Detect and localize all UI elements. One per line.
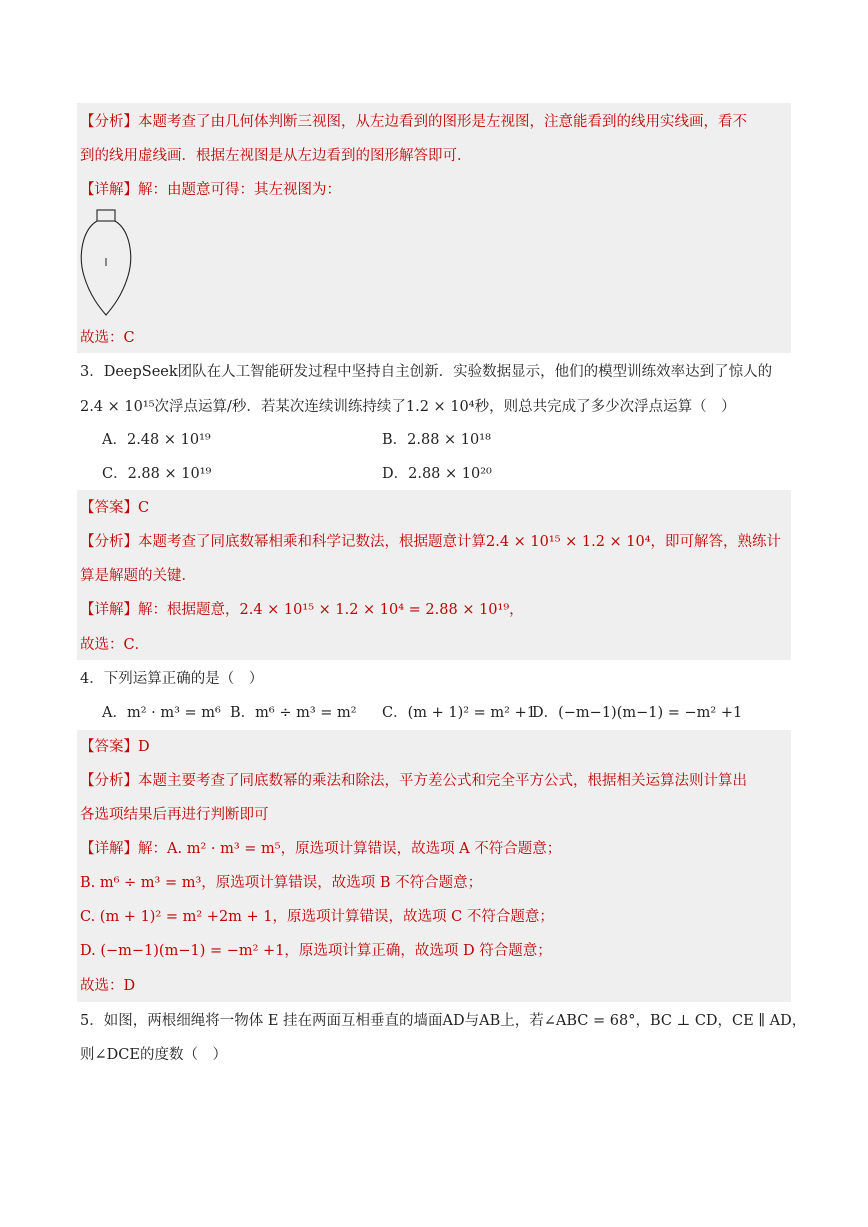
choice-text: 故选：C． [80,637,150,653]
detail-text: 【详解】解：由题意可得：其左视图为： [80,182,341,198]
option-b: B．2.88 × 10¹⁸ [382,432,491,448]
question-3-stem: 2.4 × 10¹⁵次浮点运算/秒．若某次连续训练持续了1.2 × 10⁴秒，则总共完成了多少次浮点运算（ ） [80,399,736,415]
solution-panel-q4 [77,730,791,1002]
question-3-stem: 3．DeepSeek团队在人工智能研发过程中坚持自主创新．实验数据显示，他们的模型训练效率达到了惊人的 [80,364,773,380]
answer-text: 【答案】D [80,739,150,755]
question-4-stem: 4．下列运算正确的是（ ） [80,671,264,687]
detail-text: 【详解】解：A. m² · m³ = m⁵，原选项计算错误，故选项 A 不符合题意； [80,841,562,857]
choice-text: 故选：C [80,330,135,346]
analysis-text: 到的线用虚线画．根据左视图是从左边看到的图形解答即可． [80,148,472,164]
option-b: B．m⁶ ÷ m³ = m² [230,705,357,721]
detail-text: B. m⁶ ÷ m³ = m³，原选项计算错误，故选项 B 不符合题意； [80,875,483,891]
detail-text: 【详解】解：根据题意，2.4 × 10¹⁵ × 1.2 × 10⁴ = 2.88 × 10¹⁹， [80,602,524,618]
option-d: D．(−m−1)(m−1) = −m² +1 [532,705,743,721]
analysis-text: 算是解题的关键． [80,568,196,584]
analysis-text: 【分析】本题主要考查了同底数幂的乘法和除法，平方差公式和完全平方公式，根据相关运算法则计算出 [80,773,747,789]
left-view-figure [76,208,138,320]
option-d: D．2.88 × 10²⁰ [382,466,492,482]
answer-text: 【答案】C [80,500,150,516]
detail-text: D. (−m−1)(m−1) = −m² +1，原选项计算正确，故选项 D 符合题意； [80,943,552,959]
option-c: C．(m + 1)² = m² +1 [382,705,536,721]
option-a: A．2.48 × 10¹⁹ [102,432,211,448]
question-5-stem: 5．如图，两根细绳将一物体 E 挂在两面互相垂直的墙面AD与AB上，若∠ABC = 68°，BC ⊥ CD，CE ∥ AD， [80,1013,807,1029]
option-c: C．2.88 × 10¹⁹ [102,466,212,482]
option-a: A．m² · m³ = m⁶ [102,705,221,721]
question-5-stem: 则∠DCE的度数（ ） [80,1047,227,1063]
analysis-text: 【分析】本题考查了同底数幂相乘和科学记数法，根据题意计算2.4 × 10¹⁵ × 1.2 × 10⁴，即可解答，熟练计 [80,534,782,550]
analysis-text: 各选项结果后再进行判断即可 [80,807,269,823]
choice-text: 故选：D [80,978,136,994]
solution-panel-q2 [77,103,791,353]
detail-text: C. (m + 1)² = m² +2m + 1，原选项计算错误，故选项 C 不符合题意； [80,909,554,925]
analysis-text: 【分析】本题考查了由几何体判断三视图，从左边看到的图形是左视图，注意能看到的线用实线画，看不 [80,114,747,130]
